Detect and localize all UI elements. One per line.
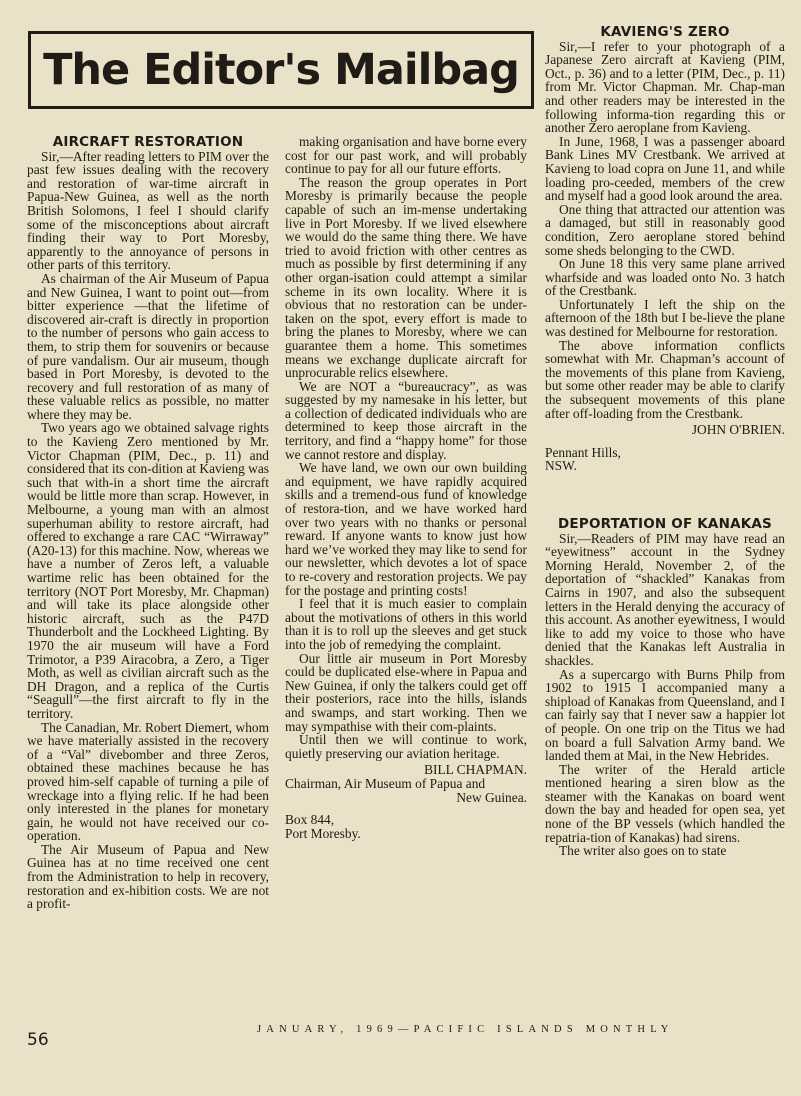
paragraph: We have land, we own our own building and equipment, we have rapidly acquired skills and a tremend-ous fund of knowledge of restora-tion, and we have worked hard over two years with no thanks or personal reward. If anyone wants to know just how hard we’ve worked they may like to send for our newsletter, which devotes a lot of space to re-covery and restoration projects. We pay for the postage and printing costs! <box>285 460 527 598</box>
signer-title-line-2: New Guinea. <box>456 789 527 805</box>
paragraph: One thing that attracted our attention was a damaged, but still in reasonably good condition, Zero aeroplane stored behind some sheds belonging to the CWD. <box>545 201 785 258</box>
paragraph: As chairman of the Air Museum of Papua and New Guinea, I want to point out—from bitter experience —that the lifetime of discovered air-craft is directly in proportion to the number of persons who gain access to them, to strip them for souvenirs or because of pure vandalism. Our air museum, though based in Port Moresby, is devoted to the recovery and full restoration of as many of these valuable relics as possible, no matter where they may be. <box>27 270 269 422</box>
column-2 <box>285 135 527 840</box>
paragraph: I feel that it is much easier to complain about the motivations of others in this world than it is to roll up the sleeves and get stuck into the job of remedying the complaint. <box>285 596 527 652</box>
column-3 <box>545 26 785 858</box>
page-title: The Editor's Mailbag <box>43 45 519 95</box>
letter-heading-kaviengs-zero: KAVIENG'S ZERO <box>600 24 730 40</box>
paragraph: The writer of the Herald article mentioned hearing a siren blow as the steamer with the Kanakas on board went down the bay and headed for open sea, yet none of the BP vessels (which handled the repatria-tion of Kanakas) had sirens. <box>545 761 785 845</box>
paragraph: Until then we will continue to work, quietly preserving our aviation heritage. <box>285 732 527 761</box>
address-line-2: NSW. <box>545 458 577 474</box>
paragraph: The writer also goes on to state <box>559 843 727 859</box>
address-line-1: Pennant Hills, <box>545 444 621 460</box>
page-footer <box>27 1022 787 1052</box>
address-line-2: Port Moresby. <box>285 825 361 841</box>
signature-john-obrien: JOHN O'BRIEN. <box>691 422 785 438</box>
paragraph: Our little air museum in Port Moresby could be duplicated else-where in Papua and New Guinea, if only the talkers could get off their posteriors, race into the hills, islands and swamps, and start working. Then we may sympathise with their com-plaints. <box>285 650 527 734</box>
address-line-1: Box 844, <box>285 812 335 828</box>
letter-heading-aircraft-restoration: AIRCRAFT RESTORATION <box>52 134 244 150</box>
page-number: 56 <box>27 1030 49 1050</box>
paragraph: We are NOT a “bureaucracy”, as was suggested by my namesake in his letter, but a collection of dedicated individuals who are determined to keep those aircraft in the territory, and find a “happy home” for those we cannot restore and display. <box>285 378 527 462</box>
paragraph: Sir,—After reading letters to PIM over the past few issues dealing with the recovery and restoration of war-time aircraft in Papua-New Guinea, as well as the north British Solomons, I feel I should clarify some of the misconceptions about aircraft finding their way to Port Moresby, apparently to the annoyance of persons in other parts of this territory. <box>27 148 269 273</box>
column-1 <box>27 136 269 911</box>
paragraph: In June, 1968, I was a passenger aboard Bank Lines MV Crestbank. We arrived at Kavieng to load copra on June 11, and while loading pro-ceeded, members of the crew and myself had a good look around the area. <box>545 133 785 204</box>
paragraph: On June 18 this very same plane arrived wharfside and was loaded onto No. 3 hatch of the Crestbank. <box>545 256 785 299</box>
paragraph: Two years ago we obtained salvage rights to the Kavieng Zero mentioned by Mr. Victor Chapman (PIM, Dec., p. 11) and considered that its con-dition at Kavieng was such that with-in a short time the aircraft would be little more than scrap. However, in Melbourne, a young man with an almost superhuman ability to restore aircraft, had offered to exchange a rare CAC “Wirraway” (A20-13) for this machine. Now, whereas we have a number of Zeros left, a valuable wartime relic has been obtained for the territory (NOT Port Moresby, Mr. Chapman) and will take its place alongside other historic aircraft, such as the P47D Thunderbolt and the Lockheed Lighting. By 1970 the air museum will have a Ford Trimotor, a P39 Airacobra, a Zero, a Tiger Moth, as well as civilian aircraft such as the DH Dragon, and a replica of the Curtis “Seagull”—the first aircraft to fly in the territory. <box>27 420 269 721</box>
paragraph: As a supercargo with Burns Philp from 1902 to 1915 I accompanied many a shipload of Kanakas from Queensland, and I can fairly say that I never saw a happier lot of people. On one trip on the Titus we had on board a full Salvation Army band. We landed them at Mai, in the New Hebrides. <box>545 666 785 764</box>
letter-heading-deportation-of-kanakas: DEPORTATION OF KANAKAS <box>558 516 772 532</box>
paragraph: making organisation and have borne every cost for our past work, and will probably continue to pay for all our future efforts. <box>285 134 527 177</box>
paragraph: Unfortunately I left the ship on the afternoon of the 18th but I be-lieve the plane was destined for Melbourne for restoration. <box>545 296 785 340</box>
signature-bill-chapman: BILL CHAPMAN. <box>424 762 527 778</box>
running-title: JANUARY, 1969—PACIFIC ISLANDS MONTHLY <box>257 1024 674 1035</box>
paragraph: Sir,—I refer to your photograph of a Japanese Zero aircraft at Kavieng (PIM, Oct., p. 36) and to a letter (PIM, Dec., p. 11) from Mr. Victor Chapman. Mr. Chap-man and other readers may be interested in the following informa-tion regarding this or another Zero aeroplane from Kavieng. <box>545 38 785 136</box>
paragraph: The Canadian, Mr. Robert Diemert, whom we have materially assisted in the recovery of a “Val” divebomber and three Zeros, obtained these machines because he has proved him-self capable of turning a pile of wreckage into a flying relic. If he had been only interested in the planes for monetary gain, he would not have received our co-operation. <box>27 719 269 844</box>
paragraph: Sir,—Readers of PIM may have read an “eyewitness” account in the Sydney Morning Herald, November 2, of the deportation of “shackled” Kanakas from Cairns in 1907, and also the subsequent letters in the Herald denying the accuracy of this account. As another eyewitness, I would like to add my voice to those who have denied that the Kanakas left Australia in shackles. <box>545 530 785 668</box>
paragraph: The above information conflicts somewhat with Mr. Chapman’s account of the movements of this plane from Kavieng, but some other reader may be able to clarify the subsequent movements of this plane after off-loading from the Crestbank. <box>545 337 785 421</box>
signer-title-line-1: Chairman, Air Museum of Papua and <box>285 775 486 791</box>
masthead-box <box>28 31 534 109</box>
paragraph: The reason the group operates in Port Moresby is primarily because the people capable of such an im-mense undertaking live in Port Moresby. If we lived elsewhere we would do the same thing there. We have tried to avoid friction with other centres as much as possible by first determining if any other organ-isation could attempt a similar scheme in its own locality. Where it is obvious that no restoration can be under-taken on the spot, every effort is made to bring the planes to Moresby, where we can guarantee them a home. This sometimes means we exchange duplicate aircraft for unprocurable relics elsewhere. <box>285 174 527 381</box>
paragraph: The Air Museum of Papua and New Guinea has at no time received one cent from the Administration to help in recovery, restoration and ex-hibition costs. We are not a profit- <box>27 841 269 912</box>
